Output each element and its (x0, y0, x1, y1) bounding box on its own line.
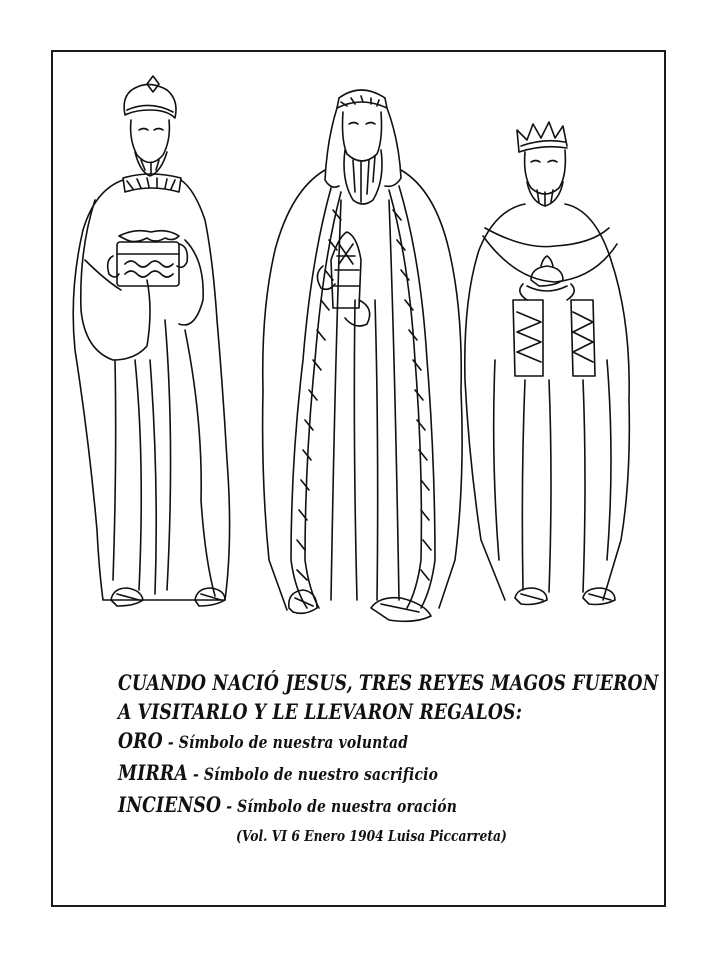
king-gold-figure (73, 76, 229, 606)
gift-name: ORO (118, 728, 163, 753)
gift-gold (118, 726, 544, 758)
gift-meaning: Símbolo de nuestro sacrificio (203, 765, 439, 785)
caption-line-2: A VISITARLO Y LE LLEVARON REGALOS: (118, 699, 523, 724)
gift-meaning: Símbolo de nuestra voluntad (178, 733, 409, 753)
three-kings-illustration (55, 60, 665, 640)
gift-name: INCIENSO (118, 792, 222, 817)
gift-name: MIRRA (118, 760, 188, 785)
gift-separator: - (221, 797, 238, 817)
gift-separator: - (187, 765, 204, 785)
caption-line-1: CUANDO NACIÓ JESUS, TRES REYES MAGOS FUERON (118, 670, 659, 695)
gift-incense (118, 790, 544, 822)
king-incense-figure (465, 122, 630, 605)
caption-text (118, 668, 659, 822)
king-myrrh-figure (263, 90, 463, 621)
gift-meaning: Símbolo de nuestra oración (237, 797, 458, 817)
gift-separator: - (162, 733, 179, 753)
gift-myrrh (118, 758, 544, 790)
citation: (Vol. VI 6 Enero 1904 Luisa Piccarreta) (236, 828, 507, 845)
